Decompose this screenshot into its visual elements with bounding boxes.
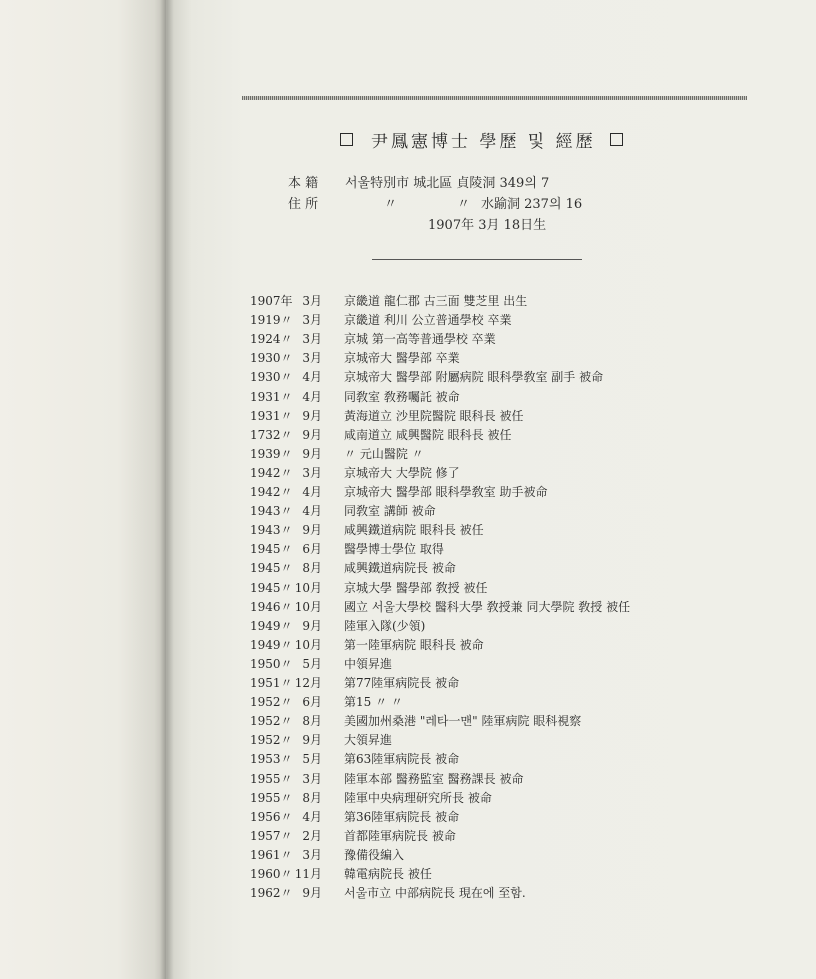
entry-month: 3月 <box>302 465 322 480</box>
entry-year: 1952〃 <box>250 714 293 729</box>
list-item <box>0 311 816 330</box>
entry-year: 1951〃 <box>250 676 293 690</box>
entry-month: 5月 <box>302 752 322 767</box>
list-item <box>0 712 816 731</box>
entry-year: 1942〃 <box>250 465 293 480</box>
list-item <box>0 789 816 808</box>
entry-month: 3月 <box>302 332 322 347</box>
juso-label: 住 所 <box>288 197 319 212</box>
list-item <box>0 445 816 464</box>
entry-month: 4月 <box>302 809 322 824</box>
entry-year: 1930〃 <box>250 370 293 385</box>
entry-month: 12月 <box>294 676 322 690</box>
entry-description: 京城帝大 醫學部 附屬病院 眼科學敎室 副手 被命 <box>344 370 604 385</box>
entry-year: 1919〃 <box>250 313 293 328</box>
entry-month: 5月 <box>302 656 322 671</box>
entry-month: 9月 <box>302 523 322 538</box>
square-bullet-icon <box>610 133 623 146</box>
entry-year: 1953〃 <box>250 752 293 767</box>
entry-description: 第一陸軍病院 眼科長 被命 <box>344 637 484 652</box>
entry-year: 1949〃 <box>250 618 293 633</box>
list-item <box>0 559 816 578</box>
list-item <box>0 674 816 693</box>
page-title <box>340 126 670 152</box>
list-item <box>0 464 816 483</box>
entry-description: 京城帝大 醫學部 眼科學敎室 助手被命 <box>344 485 548 499</box>
juso-ditto-2: 〃 <box>457 197 471 212</box>
entry-month: 9月 <box>302 408 322 423</box>
entry-year: 1942〃 <box>250 485 293 499</box>
entry-year: 1931〃 <box>250 389 293 404</box>
entry-year: 1945〃 <box>250 542 293 557</box>
juso-value: 水踰洞 237의 16 <box>481 197 583 212</box>
entry-year: 1961〃 <box>250 847 293 862</box>
entry-year: 1955〃 <box>250 771 293 786</box>
entry-year: 1952〃 <box>250 733 293 748</box>
entry-year: 1962〃 <box>250 886 293 901</box>
entry-month: 8月 <box>302 561 322 576</box>
entry-month: 3月 <box>302 847 322 862</box>
entry-year: 1956〃 <box>250 809 293 824</box>
list-item <box>0 827 816 846</box>
entry-month: 8月 <box>302 790 322 805</box>
entry-year: 1924〃 <box>250 332 293 347</box>
list-item <box>0 655 816 674</box>
birth-date: 1907年 3月 18日生 <box>428 218 547 233</box>
entry-description: 咸興鐵道病院長 被命 <box>344 561 456 576</box>
entry-description: 〃 元山醫院 〃 <box>344 446 424 461</box>
entry-month: 4月 <box>302 389 322 404</box>
honjeok-value: 서울特別市 城北區 貞陵洞 349의 7 <box>345 176 550 191</box>
list-item <box>0 846 816 865</box>
entry-month: 6月 <box>302 695 322 710</box>
list-item <box>0 598 816 617</box>
list-item <box>0 693 816 712</box>
honjeok-label: 本 籍 <box>288 176 319 191</box>
entry-month: 11月 <box>294 867 322 881</box>
entry-description: 同敎室 敎務囑託 被命 <box>344 389 460 404</box>
entry-description: 咸南道立 咸興醫院 眼科長 被任 <box>344 427 512 442</box>
entry-year: 1943〃 <box>250 523 293 538</box>
entry-description: 陸軍本部 醫務監室 醫務課長 被命 <box>344 771 524 786</box>
entry-month: 3月 <box>302 294 322 308</box>
entry-description: 咸興鐵道病院 眼科長 被任 <box>344 523 484 538</box>
entry-description: 大領昇進 <box>344 733 393 748</box>
list-item <box>0 388 816 407</box>
entry-month: 2月 <box>302 828 322 843</box>
entry-year: 1955〃 <box>250 790 293 805</box>
entry-description: 醫學博士學位 取得 <box>344 542 444 557</box>
entry-year: 1952〃 <box>250 695 293 710</box>
entry-description: 京城大學 醫學部 敎授 被任 <box>344 580 488 595</box>
entry-description: 京城帝大 醫學部 卒業 <box>344 351 460 366</box>
list-item <box>0 349 816 368</box>
list-item <box>0 330 816 349</box>
entry-description: 京畿道 龍仁郡 古三面 雙芝里 出生 <box>344 294 528 308</box>
list-item <box>0 540 816 559</box>
entry-month: 4月 <box>302 370 322 385</box>
entry-month: 6月 <box>302 542 322 557</box>
entry-description: 陸軍中央病理研究所長 被命 <box>344 790 492 805</box>
entry-description: 首都陸軍病院長 被命 <box>344 828 456 843</box>
entry-description: 美國加州桑港 "레타一맨" 陸軍病院 眼科視察 <box>344 714 582 729</box>
entry-description: 陸軍入隊(少領) <box>344 618 426 633</box>
entry-month: 10月 <box>294 580 322 595</box>
entry-year: 1907年 <box>250 294 293 308</box>
list-item <box>0 407 816 426</box>
list-item <box>0 502 816 521</box>
entry-year: 1943〃 <box>250 504 293 519</box>
entry-month: 9月 <box>302 886 322 901</box>
juso-ditto-1: 〃 <box>384 197 398 212</box>
entry-month: 10月 <box>294 599 322 614</box>
list-item <box>0 770 816 789</box>
list-item <box>0 368 816 387</box>
entry-year: 1960〃 <box>250 867 293 881</box>
list-item <box>0 731 816 750</box>
entry-month: 9月 <box>302 733 322 748</box>
entry-year: 1732〃 <box>250 427 293 442</box>
entry-month: 3月 <box>302 313 322 328</box>
entry-description: 第77陸軍病院長 被命 <box>344 676 460 690</box>
entry-description: 同敎室 講師 被命 <box>344 504 436 519</box>
entry-month: 8月 <box>302 714 322 729</box>
entry-year: 1931〃 <box>250 408 293 423</box>
entry-month: 9月 <box>302 427 322 442</box>
entry-description: 서울市立 中部病院長 現在에 至함. <box>344 886 526 901</box>
entry-description: 豫備役編入 <box>344 847 405 862</box>
list-item <box>0 865 816 884</box>
title-text: 尹鳳憲博士 學歷 및 經歷 <box>371 131 596 152</box>
entry-description: 黃海道立 沙里院醫院 眼科長 被任 <box>344 408 524 423</box>
entry-description: 第36陸軍病院長 被命 <box>344 809 460 824</box>
entry-description: 國立 서울大學校 醫科大學 敎授兼 同大學院 敎授 被任 <box>344 599 631 614</box>
entry-description: 中領昇進 <box>344 656 393 671</box>
entry-year: 1949〃 <box>250 637 293 652</box>
list-item <box>0 636 816 655</box>
list-item <box>0 579 816 598</box>
list-item <box>0 483 816 502</box>
entry-month: 4月 <box>302 504 322 519</box>
list-item <box>0 617 816 636</box>
square-bullet-icon <box>340 133 353 146</box>
entry-description: 第63陸軍病院長 被命 <box>344 752 460 767</box>
list-item <box>0 426 816 445</box>
entry-description: 京城 第一高等普通學校 卒業 <box>344 332 496 347</box>
entry-month: 3月 <box>302 771 322 786</box>
entry-month: 4月 <box>302 485 322 499</box>
entry-description: 韓電病院長 被任 <box>344 867 432 881</box>
entry-description: 京畿道 利川 公立普通學校 卒業 <box>344 313 512 328</box>
list-item <box>0 808 816 827</box>
list-item <box>0 750 816 769</box>
entry-year: 1939〃 <box>250 446 293 461</box>
entry-month: 3月 <box>302 351 322 366</box>
entry-year: 1946〃 <box>250 599 293 614</box>
list-item <box>0 884 816 903</box>
entry-year: 1930〃 <box>250 351 293 366</box>
entry-month: 9月 <box>302 618 322 633</box>
list-item <box>0 521 816 540</box>
entry-description: 京城帝大 大學院 修了 <box>344 465 460 480</box>
entry-year: 1945〃 <box>250 561 293 576</box>
list-item <box>0 292 816 311</box>
entry-year: 1945〃 <box>250 580 293 595</box>
entry-month: 10月 <box>294 637 322 652</box>
entry-year: 1950〃 <box>250 656 293 671</box>
entry-month: 9月 <box>302 446 322 461</box>
top-rule <box>242 96 747 100</box>
section-divider <box>372 259 582 260</box>
entry-year: 1957〃 <box>250 828 293 843</box>
entry-description: 第15 〃 〃 <box>344 695 403 710</box>
